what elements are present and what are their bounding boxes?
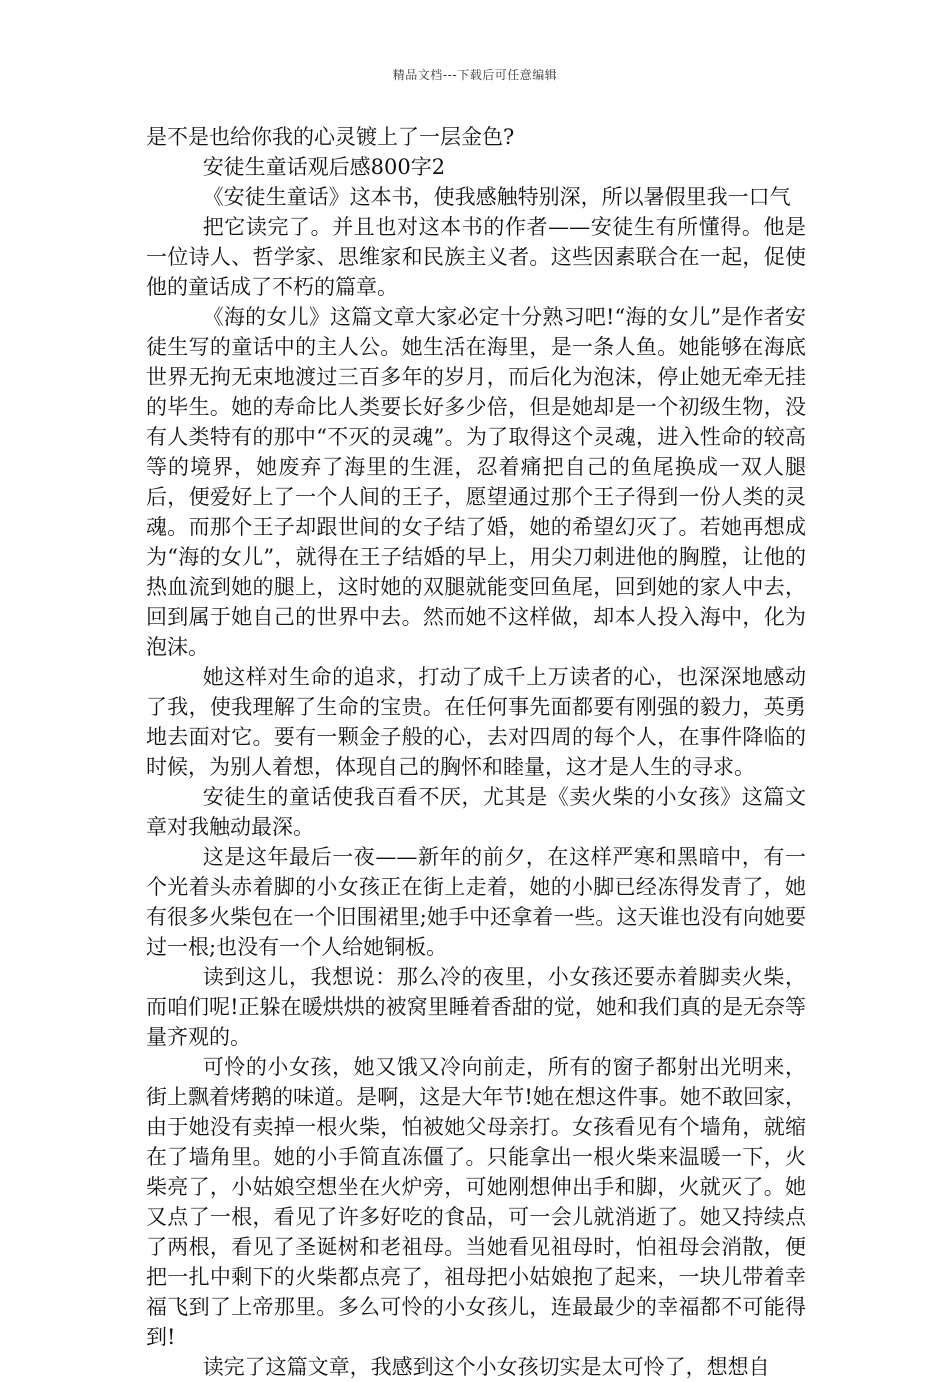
paragraph: 她这样对生命的追求，打动了成千上万读者的心，也深深地感动了我，使我理解了生命的宝贵。在任何事先面都要有刚强的毅力，英勇地去面对它。要有一颗金子般的心，去对四周的每个人，在事件降临的时候，为别人着想，体现自己的胸怀和睦量，这才是人生的寻求。: [146, 665, 806, 779]
paragraph: 安徒生的童话使我百看不厌，尤其是《卖火柴的小女孩》这篇文章对我触动最深。: [146, 785, 806, 839]
document-body: [146, 122, 806, 1382]
paragraph-continuation: 是不是也给你我的心灵镀上了一层金色?: [146, 125, 515, 149]
paragraph: 这是这年最后一夜——新年的前夕，在这样严寒和黑暗中，有一个光着头赤着脚的小女孩正在街上走着，她的小脚已经冻得发青了，她有很多火柴包在一个旧围裙里;她手中还拿着一些。这天谁也没有向她要过一根;也没有一个人给她铜板。: [146, 845, 806, 959]
paragraph: 《海的女儿》这篇文章大家必定十分熟习吧!“海的女儿”是作者安徒生写的童话中的主人公。她生活在海里，是一条人鱼。她能够在海底世界无拘无束地渡过三百多年的岁月，而后化为泡沫，停止她无牵无挂的毕生。她的寿命比人类要长好多少倍，但是她却是一个初级生物，没有人类特有的那中“不灭的灵魂”。为了取得这个灵魂，进入性命的较高等的境界，她废弃了海里的生涯，忍着痛把自己的鱼尾换成一双人腿后，便爱好上了一个人间的王子，愿望通过那个王子得到一份人类的灵魂。而那个王子却跟世间的女子结了婚，她的希望幻灭了。若她再想成为“海的女儿”，就得在王子结婚的早上，用尖刀刺进他的胸膛，让他的热血流到她的腿上，这时她的双腿就能变回鱼尾，回到她的家人中去，回到属于她自己的世界中去。然而她不这样做，却本人投入海中，化为泡沫。: [146, 305, 806, 659]
paragraph: 《安徒生童话》这本书，使我感触特别深，所以暑假里我一口气: [202, 185, 791, 209]
section-title: 安徒生童话观后感800字2: [202, 155, 446, 179]
paragraph: 把它读完了。并且也对这本书的作者——安徒生有所懂得。他是一位诗人、哲学家、思维家和民族主义者。这些因素联合在一起，促使他的童话成了不朽的篇章。: [146, 215, 806, 299]
paragraph: 可怜的小女孩，她又饿又冷向前走，所有的窗子都射出光明来，街上飘着烤鹅的味道。是啊，这是大年节!她在想这件事。她不敢回家，由于她没有卖掉一根火柴，怕被她父母亲打。女孩看见有个墙角，就缩在了墙角里。她的小手简直冻僵了。只能拿出一根火柴来温暖一下，火柴亮了，小姑娘空想坐在火炉旁，可她刚想伸出手和脚，火就灭了。她又点了一根，看见了许多好吃的食品，可一会儿就消逝了。她又持续点了两根，看见了圣诞树和老祖母。当她看见祖母时，怕祖母会消散，便把一扎中剩下的火柴都点亮了，祖母把小姑娘抱了起来，一块儿带着幸福飞到了上帝那里。多么可怜的小女孩儿，连最最少的幸福都不可能得到!: [146, 1055, 806, 1349]
paragraph: 读到这儿，我想说：那么冷的夜里，小女孩还要赤着脚卖火柴，而咱们呢!正躲在暖烘烘的被窝里睡着香甜的觉，她和我们真的是无奈等量齐观的。: [146, 965, 806, 1049]
paragraph: 读完了这篇文章，我感到这个小女孩切实是太可怜了，想想自: [202, 1355, 770, 1379]
page-header: 精品文档---下载后可任意编辑: [392, 68, 558, 82]
